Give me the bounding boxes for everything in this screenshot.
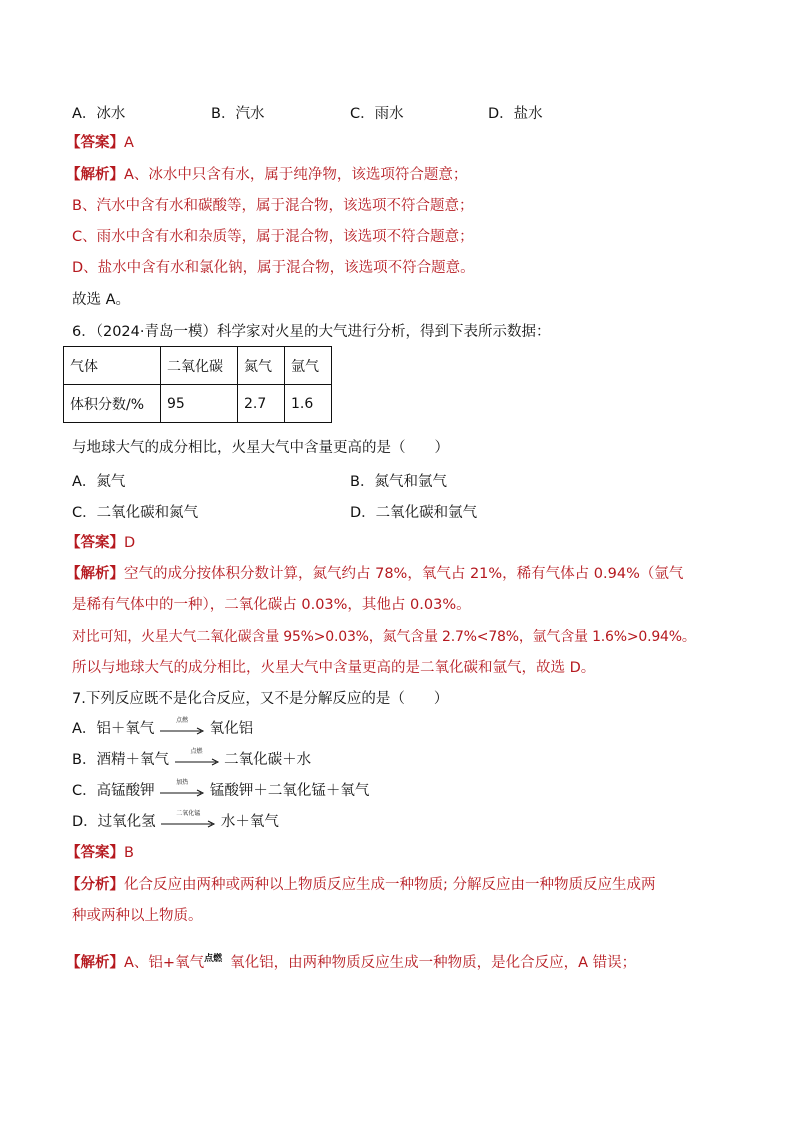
fenxi-text: 化合反应由两种或两种以上物质反应生成一种物质; 分解反应由一种物质反应生成两 xyxy=(124,877,656,893)
table-cell: 95 xyxy=(161,385,238,423)
reaction-condition: 点燃 xyxy=(176,717,189,724)
products: 锰酸钾＋二氧化锰＋氧气 xyxy=(209,783,370,799)
reaction-arrow-icon xyxy=(159,719,205,739)
table-cell: 2.7 xyxy=(238,385,285,423)
table-cell: 氩气 xyxy=(285,347,332,385)
q5-analysis-line-4: D、盐水中含有水和氯化钠，属于混合物，该选项不符合题意。 xyxy=(72,260,475,276)
reaction-arrow-icon xyxy=(160,812,216,832)
q5-answer xyxy=(66,133,134,153)
analysis-text: 空气的成分按体积分数计算，氮气约占 78%，氧气占 21%，稀有气体占 0.94%（氩气 xyxy=(124,566,684,582)
gas-composition-table xyxy=(63,346,332,423)
products: 二氧化碳＋水 xyxy=(224,752,312,768)
table-cell: 氮气 xyxy=(238,347,285,385)
reaction-condition: 点燃 xyxy=(204,954,223,964)
table-header-row xyxy=(64,347,332,385)
q6-stem: 6．（2024·青岛一模）科学家对火星的大气进行分析，得到下表所示数据： xyxy=(72,324,551,340)
q6-option-b: B．氮气和氩气 xyxy=(350,474,447,490)
answer-value: D xyxy=(124,535,136,551)
reactants: A．铝＋氧气 xyxy=(72,721,155,737)
answer-tag: 【答案】 xyxy=(66,135,124,151)
table-row xyxy=(64,385,332,423)
analysis-tag: 【解析】 xyxy=(66,566,124,582)
q6-analysis-line-2: 是稀有气体中的一种），二氧化碳占 0.03%，其他占 0.03%。 xyxy=(72,597,471,613)
products: 水＋氧气 xyxy=(220,814,279,830)
q7-answer xyxy=(66,843,134,863)
answer-value: A xyxy=(124,135,134,151)
table-cell: 体积分数/% xyxy=(64,385,161,423)
q6-option-a: A．氮气 xyxy=(72,474,126,490)
reaction-condition: 加热 xyxy=(176,779,189,786)
q7-stem: 7.下列反应既不是化合反应，又不是分解反应的是（ ） xyxy=(72,691,449,707)
table-cell: 二氧化碳 xyxy=(161,347,238,385)
analysis-text: A、冰水中只含有水，属于纯净物，该选项符合题意； xyxy=(124,167,468,183)
q6-analysis-line-1 xyxy=(66,564,683,584)
fenxi-tag: 【分析】 xyxy=(66,877,124,893)
q7-analysis-line-1 xyxy=(66,953,636,973)
analysis-tag: 【解析】 xyxy=(66,955,124,971)
analysis-text: A、铝+氧气 xyxy=(124,955,205,971)
q7-option-a xyxy=(72,719,253,739)
q7-option-c xyxy=(72,781,369,801)
q5-analysis-line-1 xyxy=(66,165,467,185)
q6-option-c: C．二氧化碳和氮气 xyxy=(72,505,199,521)
q6-answer xyxy=(66,533,135,553)
q5-option-b: B．汽水 xyxy=(211,106,265,122)
q5-analysis-line-2: B、汽水中含有水和碳酸等，属于混合物，该选项不符合题意； xyxy=(72,198,474,214)
answer-tag: 【答案】 xyxy=(66,535,124,551)
products: 氧化铝 xyxy=(209,721,254,737)
table-cell: 1.6 xyxy=(285,385,332,423)
q5-option-a: A．冰水 xyxy=(72,106,126,122)
reaction-condition: 二氧化锰 xyxy=(176,810,201,817)
answer-tag: 【答案】 xyxy=(66,845,124,861)
reaction-condition-icon xyxy=(204,953,230,973)
reactants: C．高锰酸钾 xyxy=(72,783,155,799)
q7-fenxi-line-1 xyxy=(66,875,656,895)
q6-question: 与地球大气的成分相比，火星大气中含量更高的是（ ） xyxy=(72,440,449,456)
answer-value: B xyxy=(124,845,134,861)
table-cell: 气体 xyxy=(64,347,161,385)
q5-option-c: C．雨水 xyxy=(350,106,404,122)
q7-option-b xyxy=(72,750,311,770)
q7-fenxi-line-2: 种或两种以上物质。 xyxy=(72,908,203,924)
q6-option-d: D．二氧化碳和氩气 xyxy=(350,505,478,521)
q6-analysis-line-4: 所以与地球大气的成分相比，火星大气中含量更高的是二氧化碳和氩气，故选 D。 xyxy=(72,660,596,676)
q5-option-d: D．盐水 xyxy=(488,106,543,122)
reactants: B．酒精＋氧气 xyxy=(72,752,169,768)
reaction-condition: 点燃 xyxy=(190,748,203,755)
reactants: D．过氧化氢 xyxy=(72,814,156,830)
q6-analysis-line-3: 对比可知，火星大气二氧化碳含量 95%>0.03%，氮气含量 2.7%<78%，氩气含量 1.6%>0.94%。 xyxy=(72,629,696,645)
reaction-arrow-icon xyxy=(159,781,205,801)
q7-option-d xyxy=(72,812,279,832)
q5-conclusion: 故选 A。 xyxy=(72,292,131,308)
reaction-arrow-icon xyxy=(174,750,220,770)
q5-analysis-line-3: C、雨水中含有水和杂质等，属于混合物，该选项不符合题意； xyxy=(72,229,474,245)
analysis-tag: 【解析】 xyxy=(66,167,124,183)
analysis-text: 氧化铝，由两种物质反应生成一种物质，是化合反应，A 错误； xyxy=(230,955,637,971)
